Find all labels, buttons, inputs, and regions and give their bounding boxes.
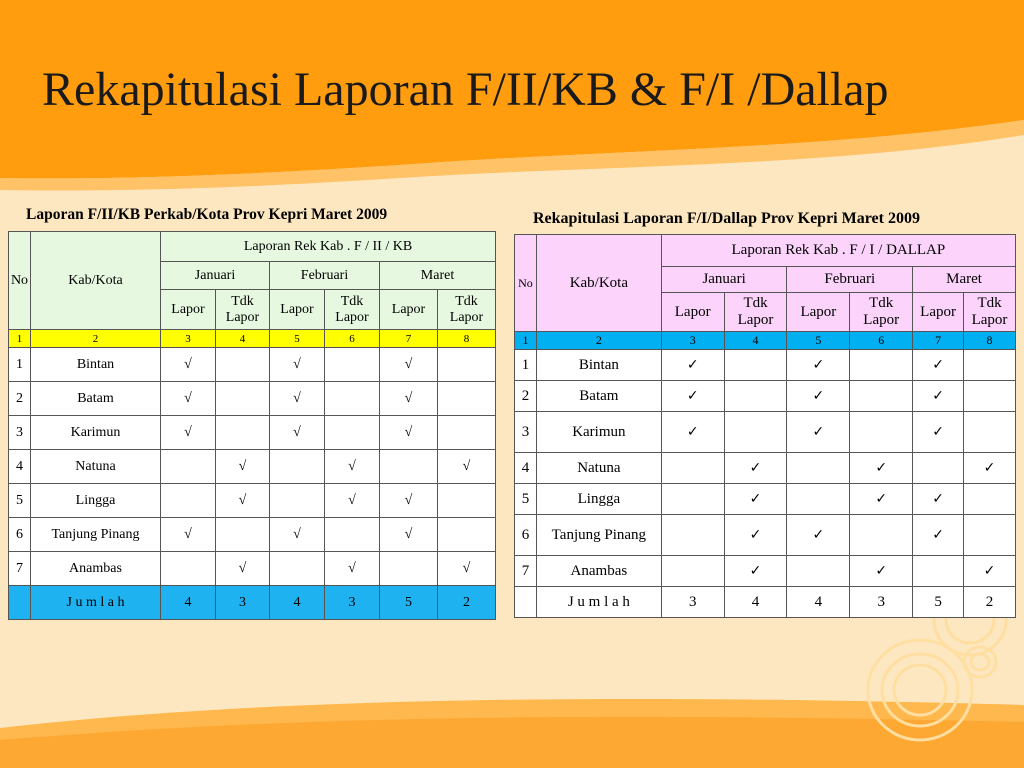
row-no: 2 [515, 381, 537, 412]
check-cell: ✓ [661, 412, 724, 453]
index-cell: 2 [31, 330, 161, 348]
check-cell [964, 484, 1016, 515]
total-value: 3 [850, 587, 913, 618]
total-row [9, 586, 496, 620]
check-cell [216, 416, 270, 450]
row-no: 3 [9, 416, 31, 450]
total-no-cell [515, 587, 537, 618]
check-cell: √ [161, 518, 216, 552]
row-kab-kota: Tanjung Pinang [31, 518, 161, 552]
header-month-maret: Maret [913, 267, 1016, 293]
table-row [9, 416, 496, 450]
table-row [9, 552, 496, 586]
header-lapor: Lapor [661, 293, 724, 332]
row-no: 1 [515, 350, 537, 381]
header-no: No [515, 235, 537, 332]
row-kab-kota: Anambas [536, 556, 661, 587]
check-cell [850, 412, 913, 453]
index-cell: 7 [913, 332, 964, 350]
check-cell: √ [380, 484, 438, 518]
check-cell [850, 515, 913, 556]
check-cell: √ [161, 382, 216, 416]
row-kab-kota: Batam [536, 381, 661, 412]
check-cell [724, 412, 787, 453]
table-row [515, 350, 1016, 381]
row-no: 4 [9, 450, 31, 484]
check-cell [787, 484, 850, 515]
row-kab-kota: Natuna [31, 450, 161, 484]
total-label: J u m l a h [31, 586, 161, 620]
check-cell [661, 453, 724, 484]
check-cell: √ [438, 450, 496, 484]
check-cell [850, 350, 913, 381]
table-row [515, 484, 1016, 515]
check-cell: √ [216, 552, 270, 586]
header-tdk-lapor: Tdk Lapor [850, 293, 913, 332]
check-cell [913, 556, 964, 587]
check-cell: ✓ [913, 381, 964, 412]
check-cell: √ [270, 518, 325, 552]
row-kab-kota: Bintan [31, 348, 161, 382]
total-value: 2 [438, 586, 496, 620]
index-cell: 4 [724, 332, 787, 350]
check-cell [964, 412, 1016, 453]
header-month-januari: Januari [661, 267, 787, 293]
check-cell: ✓ [724, 453, 787, 484]
check-cell: √ [325, 484, 380, 518]
row-no: 2 [9, 382, 31, 416]
check-cell [724, 381, 787, 412]
check-cell [787, 453, 850, 484]
check-cell: ✓ [850, 453, 913, 484]
header-kab-kota: Kab/Kota [536, 235, 661, 332]
header-lapor: Lapor [270, 290, 325, 330]
table-row [9, 348, 496, 382]
left-report-table [8, 231, 496, 620]
header-tdk-lapor: Tdk Lapor [216, 290, 270, 330]
check-cell [325, 382, 380, 416]
row-no: 5 [9, 484, 31, 518]
check-cell: ✓ [913, 515, 964, 556]
check-cell [380, 450, 438, 484]
header-no: No [9, 232, 31, 330]
total-value: 2 [964, 587, 1016, 618]
check-cell: √ [380, 382, 438, 416]
table-row [9, 518, 496, 552]
row-kab-kota: Lingga [536, 484, 661, 515]
index-cell: 8 [964, 332, 1016, 350]
check-cell: ✓ [787, 381, 850, 412]
check-cell: √ [216, 450, 270, 484]
left-table-caption: Laporan F/II/KB Perkab/Kota Prov Kepri Maret 2009 [26, 206, 388, 223]
check-cell: ✓ [913, 412, 964, 453]
index-cell: 8 [438, 330, 496, 348]
table-row [515, 453, 1016, 484]
check-cell: ✓ [787, 515, 850, 556]
index-cell: 1 [515, 332, 537, 350]
total-value: 5 [913, 587, 964, 618]
total-value: 5 [380, 586, 438, 620]
header-tdk-lapor: Tdk Lapor [325, 290, 380, 330]
check-cell [270, 552, 325, 586]
check-cell: ✓ [661, 381, 724, 412]
check-cell [724, 350, 787, 381]
check-cell: ✓ [787, 350, 850, 381]
check-cell: ✓ [724, 556, 787, 587]
index-cell: 5 [270, 330, 325, 348]
check-cell: √ [380, 348, 438, 382]
check-cell: ✓ [661, 350, 724, 381]
index-cell: 3 [161, 330, 216, 348]
check-cell [438, 416, 496, 450]
check-cell [661, 484, 724, 515]
total-label: J u m l a h [536, 587, 661, 618]
row-kab-kota: Batam [31, 382, 161, 416]
check-cell [913, 453, 964, 484]
row-kab-kota: Karimun [31, 416, 161, 450]
check-cell: √ [325, 450, 380, 484]
header-lapor: Lapor [161, 290, 216, 330]
index-cell: 3 [661, 332, 724, 350]
check-cell [216, 348, 270, 382]
total-value: 4 [270, 586, 325, 620]
total-row [515, 587, 1016, 618]
check-cell [325, 518, 380, 552]
check-cell [325, 348, 380, 382]
index-row [9, 330, 496, 348]
header-month-februari: Februari [787, 267, 913, 293]
right-table-caption: Rekapitulasi Laporan F/I/Dallap Prov Kepri Maret 2009 [533, 210, 920, 227]
check-cell: ✓ [724, 515, 787, 556]
total-value: 4 [787, 587, 850, 618]
index-cell: 1 [9, 330, 31, 348]
slide-title: Rekapitulasi Laporan F/II/KB & F/I /Dallap [42, 63, 889, 116]
check-cell [964, 381, 1016, 412]
row-no: 7 [9, 552, 31, 586]
row-no: 4 [515, 453, 537, 484]
check-cell: √ [380, 518, 438, 552]
check-cell [161, 484, 216, 518]
row-kab-kota: Bintan [536, 350, 661, 381]
total-value: 3 [325, 586, 380, 620]
header-lapor: Lapor [787, 293, 850, 332]
check-cell: √ [216, 484, 270, 518]
right-report-table [514, 234, 1016, 618]
row-no: 3 [515, 412, 537, 453]
check-cell [270, 450, 325, 484]
check-cell [438, 518, 496, 552]
index-cell: 6 [850, 332, 913, 350]
row-no: 1 [9, 348, 31, 382]
index-row [515, 332, 1016, 350]
table-row [9, 484, 496, 518]
total-value: 4 [161, 586, 216, 620]
check-cell [661, 556, 724, 587]
header-lapor: Lapor [913, 293, 964, 332]
check-cell [438, 382, 496, 416]
header-tdk-lapor: Tdk Lapor [724, 293, 787, 332]
check-cell [216, 518, 270, 552]
header-month-maret: Maret [380, 262, 496, 290]
header-group: Laporan Rek Kab . F / I / DALLAP [661, 235, 1015, 267]
check-cell [661, 515, 724, 556]
table-row [515, 412, 1016, 453]
check-cell: √ [270, 348, 325, 382]
check-cell [438, 348, 496, 382]
total-value: 3 [661, 587, 724, 618]
header-lapor: Lapor [380, 290, 438, 330]
check-cell [161, 552, 216, 586]
index-cell: 4 [216, 330, 270, 348]
index-cell: 7 [380, 330, 438, 348]
check-cell: ✓ [964, 556, 1016, 587]
check-cell: ✓ [964, 453, 1016, 484]
check-cell: √ [438, 552, 496, 586]
index-cell: 2 [536, 332, 661, 350]
check-cell: ✓ [850, 556, 913, 587]
table-row [515, 515, 1016, 556]
row-no: 5 [515, 484, 537, 515]
check-cell [216, 382, 270, 416]
table-row [9, 382, 496, 416]
row-no: 7 [515, 556, 537, 587]
row-kab-kota: Karimun [536, 412, 661, 453]
row-no: 6 [9, 518, 31, 552]
table-row [9, 450, 496, 484]
index-cell: 6 [325, 330, 380, 348]
check-cell: √ [270, 382, 325, 416]
header-month-februari: Februari [270, 262, 380, 290]
check-cell [161, 450, 216, 484]
header-month-januari: Januari [161, 262, 270, 290]
row-kab-kota: Lingga [31, 484, 161, 518]
row-kab-kota: Natuna [536, 453, 661, 484]
check-cell: ✓ [913, 484, 964, 515]
check-cell [325, 416, 380, 450]
table-row [515, 381, 1016, 412]
header-tdk-lapor: Tdk Lapor [438, 290, 496, 330]
check-cell [270, 484, 325, 518]
header-tdk-lapor: Tdk Lapor [964, 293, 1016, 332]
header-group: Laporan Rek Kab . F / II / KB [161, 232, 496, 262]
total-no-cell [9, 586, 31, 620]
check-cell: √ [270, 416, 325, 450]
row-kab-kota: Tanjung Pinang [536, 515, 661, 556]
check-cell: √ [161, 416, 216, 450]
header-kab-kota: Kab/Kota [31, 232, 161, 330]
check-cell: ✓ [913, 350, 964, 381]
row-no: 6 [515, 515, 537, 556]
row-kab-kota: Anambas [31, 552, 161, 586]
total-value: 4 [724, 587, 787, 618]
check-cell: ✓ [724, 484, 787, 515]
check-cell [787, 556, 850, 587]
total-value: 3 [216, 586, 270, 620]
check-cell [380, 552, 438, 586]
index-cell: 5 [787, 332, 850, 350]
check-cell [964, 350, 1016, 381]
check-cell [850, 381, 913, 412]
table-row [515, 556, 1016, 587]
check-cell [438, 484, 496, 518]
check-cell: ✓ [850, 484, 913, 515]
check-cell: ✓ [787, 412, 850, 453]
check-cell: √ [161, 348, 216, 382]
check-cell [964, 515, 1016, 556]
check-cell: √ [325, 552, 380, 586]
check-cell: √ [380, 416, 438, 450]
